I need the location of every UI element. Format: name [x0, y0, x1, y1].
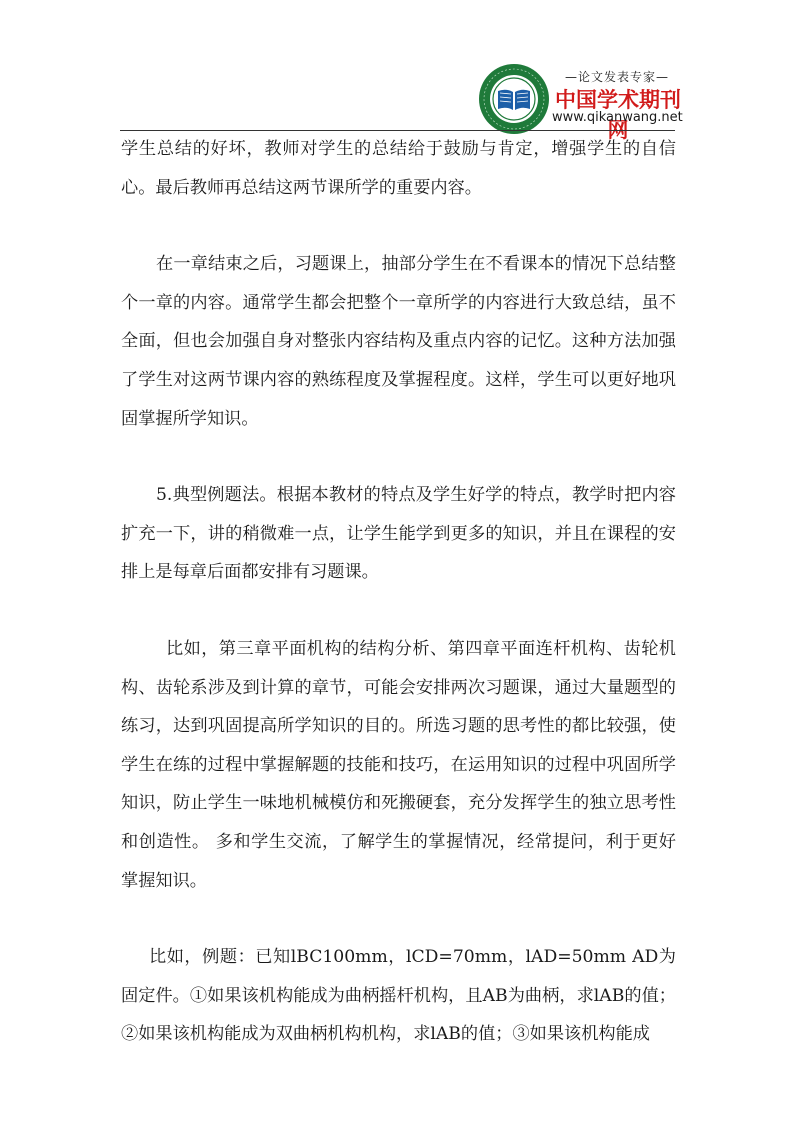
- header-brand: 中国学术期刊网: [555, 88, 681, 142]
- paragraph-summary-end: 学生总结的好坏，教师对学生的总结给于鼓励与肯定，增强学生的自信心。最后教师再总结这两节课所学的重要内容。: [121, 139, 676, 198]
- paragraph-example-problem: 比如，例题：已知lBC100mm，lCD=70mm，lAD=50mm AD为固定件。①如果该机构能成为曲柄摇杆机构，且AB为曲柄，求lAB的值；②如果该机构能成为双曲柄机构机构，求lAB的值；③如果该机构能成: [121, 947, 676, 1045]
- document-body: [121, 130, 676, 1054]
- journal-seal-logo: [478, 63, 550, 135]
- page-header: [0, 0, 794, 142]
- header-tagline: —论文发表专家—: [564, 70, 669, 84]
- paragraph-exercise-classes: 比如，第三章平面机构的结构分析、第四章平面连杆机构、齿轮机构、齿轮系涉及到计算的章节，可能会安排两次习题课，通过大量题型的练习，达到巩固提高所学知识的目的。所选习题的思考性的都比较强，使学生在练的过程中掌握解题的技能和技巧，在运用知识的过程中巩固所学知识，防止学生一味地机械模仿和死搬硬套，充分发挥学生的独立思考性和创造性。 多和学生交流，了解学生的掌握情况，经常提问，利于更好掌握知识。: [121, 638, 676, 891]
- paragraph-typical-examples: 5.典型例题法。根据本教材的特点及学生好学的特点，教学时把内容扩充一下，讲的稍微难一点，让学生能学到更多的知识，并且在课程的安排上是每章后面都安排有习题课。: [121, 485, 676, 583]
- paragraph-chapter-review: 在一章结束之后，习题课上，抽部分学生在不看课本的情况下总结整个一章的内容。通常学生都会把整个一章所学的内容进行大致总结，虽不全面，但也会加强自身对整张内容结构及重点内容的记忆。这种方法加强了学生对这两节课内容的熟练程度及掌握程度。这样，学生可以更好地巩固掌握所学知识。: [121, 254, 676, 429]
- header-url: www.qikanwang.net: [552, 110, 683, 125]
